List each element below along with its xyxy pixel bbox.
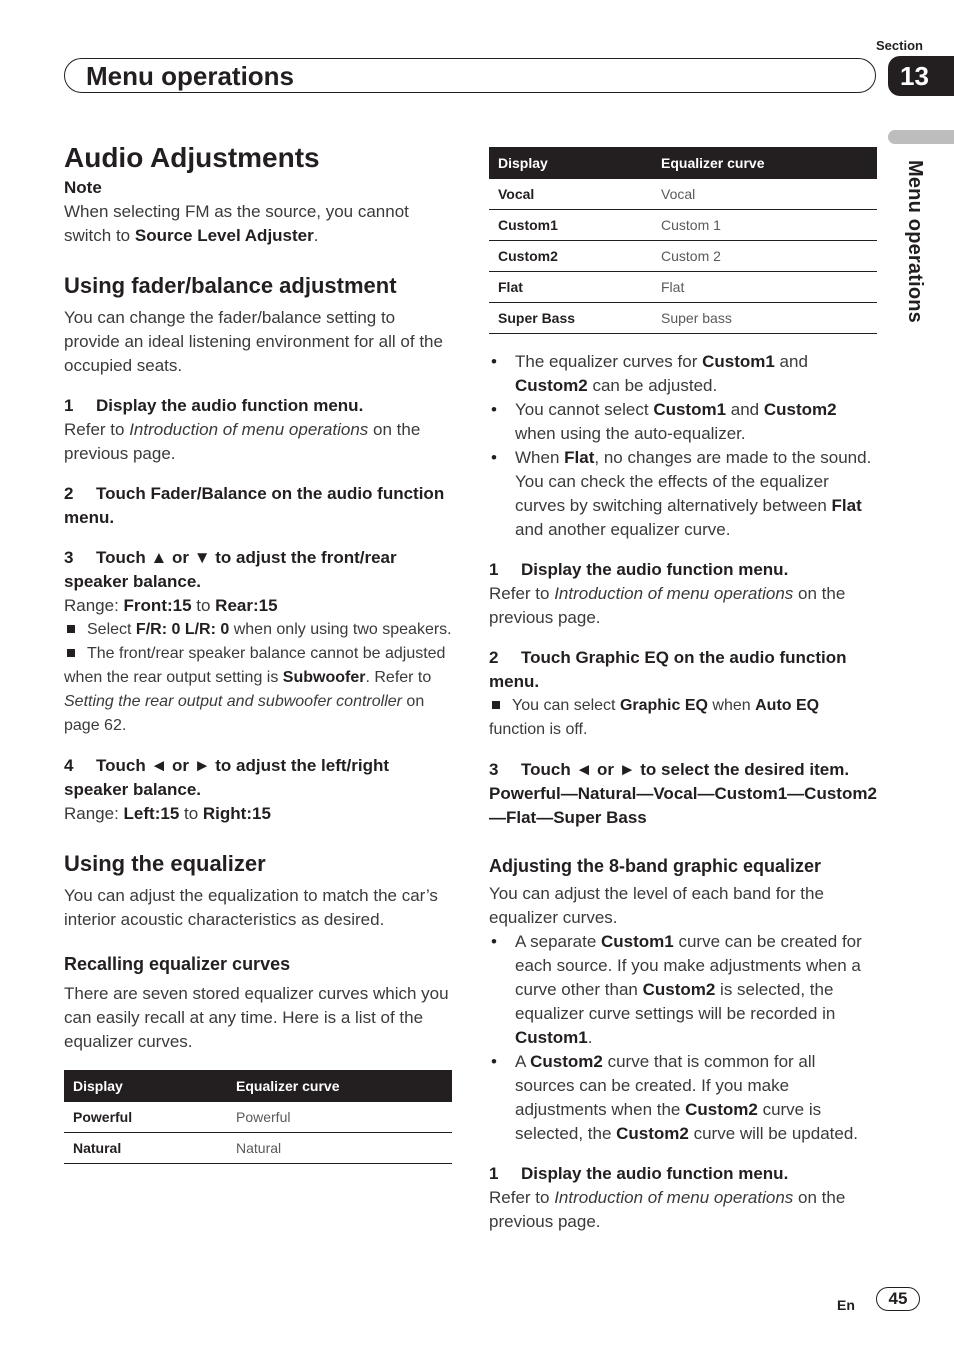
fader-step-1: 1 Display the audio function menu. [64,396,364,415]
square-bullet-icon [492,701,500,709]
note-label: Note [64,178,102,197]
equalizer-intro: You can adjust the equalization to match the car’s interior acoustic characteristics as desired. [64,886,438,929]
table-row [489,210,877,241]
fader-step-2: 2 Touch Fader/Balance on the audio function menu. [64,484,445,527]
equalizer-heading: Using the equalizer [64,851,266,876]
table-cell-display: Super Bass [489,303,652,334]
graphic-eq-intro: You can adjust the level of each band for the equalizer curves. [489,884,824,927]
table-cell-display: Natural [64,1133,227,1164]
fader-step-3-range: Range: Front:15 to Rear:15 [64,596,278,615]
fader-intro: You can change the fader/balance setting to provide an ideal listening environment for all of the occupied seats. [64,308,443,375]
graphic-eq-step-1-ref: Refer to Introduction of menu operations on the previous page. [489,1188,846,1231]
table-cell-curve: Flat [652,272,877,303]
eq-step-1-ref: Refer to Introduction of menu operations on the previous page. [489,584,846,627]
table-row [489,303,877,334]
section-number: 13 [888,56,954,96]
equalizer-table-left [64,1070,452,1164]
table-cell-display: Powerful [64,1102,227,1133]
eq-step-3-sequence: Powerful—Natural—Vocal—Custom1—Custom2—Flat—Super Bass [489,784,877,827]
side-tab-label: Menu operations [904,160,926,324]
table-header-row [489,147,877,179]
list-item: • A separate Custom1 curve can be created for each source. If you make adjustments when a curve other than Custom2 is selected, the equalizer curve settings will be recorded in Custom1. [489,930,877,1050]
table-row [489,179,877,210]
graphic-eq-step-1: 1 Display the audio function menu. [489,1164,789,1183]
audio-adjustments-heading: Audio Adjustments [64,142,320,173]
fader-step-3-note-1: Select F/R: 0 L/R: 0 when only using two speakers. [64,618,452,642]
list-item: • When Flat, no changes are made to the sound. You can check the effects of the equalizer curves by switching alternatively between Flat and another equalizer curve. [489,446,877,542]
left-column [64,140,452,1164]
fader-step-3-note-2: The front/rear speaker balance cannot be adjusted when the rear output setting is Subwoofer. Refer to Setting the rear output and subwoofer controller on page 62. [64,645,446,734]
table-header-curve: Equalizer curve [652,147,877,179]
right-column [489,147,877,1234]
table-cell-curve: Natural [227,1133,452,1164]
table-header-display: Display [489,147,652,179]
language-label: En [837,1297,855,1313]
recall-heading: Recalling equalizer curves [64,954,291,974]
graphic-eq-notes-list [489,930,877,1146]
eq-step-1: 1 Display the audio function menu. [489,560,789,579]
graphic-eq-heading: Adjusting the 8-band graphic equalizer [489,856,822,876]
table-cell-display: Vocal [489,179,652,210]
equalizer-table-right [489,147,877,334]
table-cell-curve: Super bass [652,303,877,334]
table-row [64,1133,452,1164]
square-bullet-icon [67,649,75,657]
section-label: Section [876,38,923,53]
note-text: When selecting FM as the source, you cannot switch to Source Level Adjuster. [64,202,409,245]
list-item: • The equalizer curves for Custom1 and Custom2 can be adjusted. [489,350,877,398]
table-cell-curve: Custom 1 [652,210,877,241]
equalizer-notes-list [489,350,877,542]
list-item: • A Custom2 curve that is common for all sources can be created. If you make adjustments when the Custom2 curve is selected, the Custom2 curve will be updated. [489,1050,877,1146]
eq-step-2: 2 Touch Graphic EQ on the audio function menu. [489,648,847,691]
table-cell-display: Flat [489,272,652,303]
fader-balance-heading: Using fader/balance adjustment [64,273,397,298]
table-cell-curve: Vocal [652,179,877,210]
table-row [489,272,877,303]
list-item: • You cannot select Custom1 and Custom2 when using the auto-equalizer. [489,398,877,446]
table-cell-display: Custom2 [489,241,652,272]
side-tab-marker [888,130,954,144]
table-header-row [64,1070,452,1102]
fader-step-4-range: Range: Left:15 to Right:15 [64,804,271,823]
table-cell-curve: Custom 2 [652,241,877,272]
table-cell-curve: Powerful [227,1102,452,1133]
fader-step-3: 3 Touch ▲ or ▼ to adjust the front/rear speaker balance. [64,548,397,591]
page-title: Menu operations [86,61,295,91]
page-number: 45 [876,1287,920,1311]
table-header-display: Display [64,1070,227,1102]
eq-step-3: 3 Touch ◄ or ► to select the desired item. [489,760,850,779]
square-bullet-icon [67,625,75,633]
table-row [64,1102,452,1133]
table-cell-display: Custom1 [489,210,652,241]
fader-step-4: 4 Touch ◄ or ► to adjust the left/right speaker balance. [64,756,390,799]
fader-step-1-ref: Refer to Introduction of menu operations on the previous page. [64,420,421,463]
recall-intro: There are seven stored equalizer curves which you can easily recall at any time. Here is a list of the equalizer curves. [64,984,449,1051]
eq-step-2-note: You can select Graphic EQ when Auto EQ function is off. [489,697,820,738]
table-header-curve: Equalizer curve [227,1070,452,1102]
table-row [489,241,877,272]
